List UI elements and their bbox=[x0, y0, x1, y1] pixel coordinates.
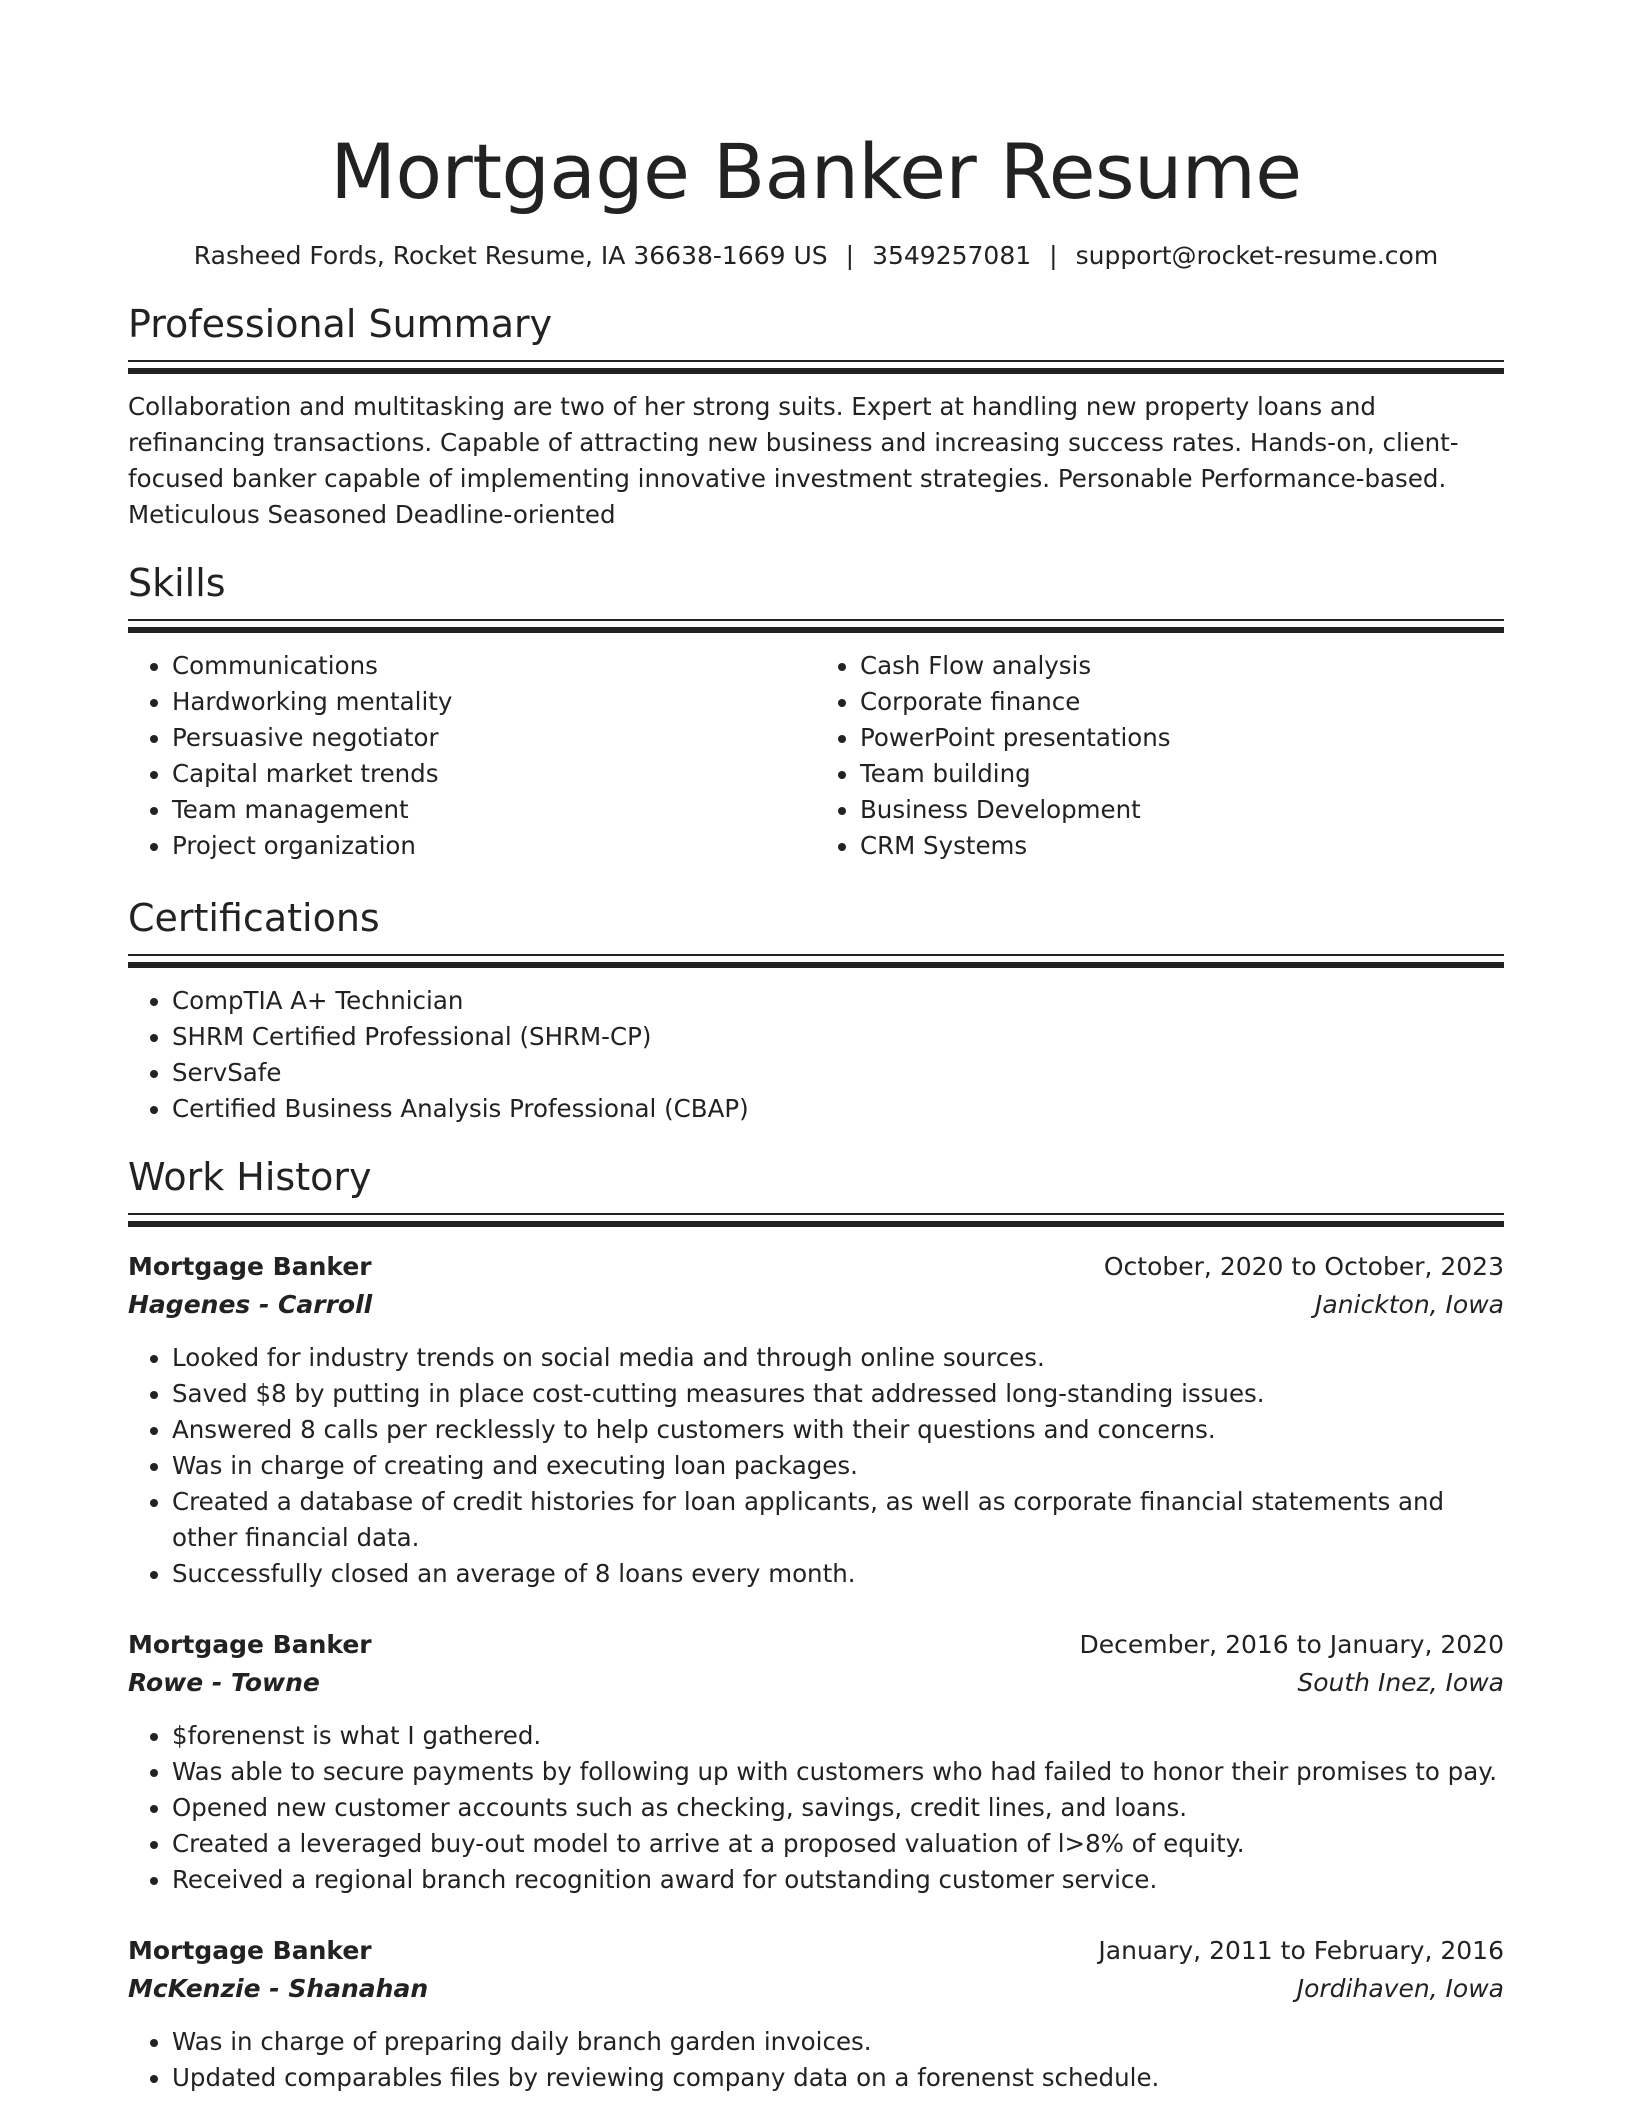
skill-item: • PowerPoint presentations bbox=[860, 720, 1504, 756]
skill-item: • Capital market trends bbox=[172, 756, 816, 792]
job-company: Hagenes - Carroll bbox=[128, 1290, 373, 1319]
section-heading: Skills bbox=[128, 561, 226, 605]
job-bullet: • Received a regional branch recognition award for outstanding customer service. bbox=[172, 1862, 1504, 1898]
skill-item: • Project organization bbox=[172, 828, 816, 864]
contact-email: support@rocket-resume.com bbox=[1075, 241, 1439, 270]
job-bullet: • Was in charge of preparing daily branch garden invoices. bbox=[172, 2024, 1504, 2060]
job-bullet: • Was able to secure payments by following up with customers who had failed to honor their promises to pay. bbox=[172, 1754, 1504, 1790]
section-divider bbox=[128, 954, 1504, 969]
job-header-row bbox=[128, 1626, 1504, 1664]
job-location: Jordihaven, Iowa bbox=[1296, 1974, 1504, 2003]
job-bullet: • Saved $8 by putting in place cost-cutting measures that addressed long-standing issues. bbox=[172, 1376, 1504, 1412]
job-company-row bbox=[128, 1286, 1504, 1324]
contact-phone: 3549257081 bbox=[872, 241, 1032, 270]
page-title: Mortgage Banker Resume bbox=[330, 127, 1302, 216]
resume-page bbox=[128, 0, 1504, 2096]
job-bullets bbox=[128, 2024, 1504, 2096]
job-bullet: • Created a leveraged buy-out model to arrive at a proposed valuation of l>8% of equity. bbox=[172, 1826, 1504, 1862]
job-title: Mortgage Banker bbox=[128, 1936, 372, 1965]
job-entry bbox=[128, 1248, 1504, 1592]
skills-grid bbox=[128, 648, 1504, 864]
contact-line bbox=[128, 238, 1504, 274]
skills-list-right bbox=[816, 648, 1504, 864]
skill-item: • Business Development bbox=[860, 792, 1504, 828]
skill-item: • Hardworking mentality bbox=[172, 684, 816, 720]
job-company: Rowe - Towne bbox=[128, 1668, 320, 1697]
job-company: McKenzie - Shanahan bbox=[128, 1974, 429, 2003]
job-header-row bbox=[128, 1248, 1504, 1286]
section-heading: Certifications bbox=[128, 896, 380, 940]
job-bullet: • Opened new customer accounts such as checking, savings, credit lines, and loans. bbox=[172, 1790, 1504, 1826]
skill-item: • Cash Flow analysis bbox=[860, 648, 1504, 684]
job-title: Mortgage Banker bbox=[128, 1252, 372, 1281]
job-bullet: • $forenenst is what I gathered. bbox=[172, 1718, 1504, 1754]
job-title: Mortgage Banker bbox=[128, 1630, 372, 1659]
job-dates: January, 2011 to February, 2016 bbox=[1098, 1936, 1504, 1965]
certifications-section bbox=[128, 894, 1504, 1127]
summary-text: Collaboration and multitasking are two of her strong suits. Expert at handling new property loans and refinancing transactions. Capable of attracting new business and increasing success rates. Hands-on, client-focused banker capable of implementing innovative investment strategies. Personable Performance-based. Meticulous Seasoned Deadline-oriented bbox=[128, 392, 1459, 529]
job-location: Janickton, Iowa bbox=[1315, 1290, 1504, 1319]
contact-address: Rasheed Fords, Rocket Resume, IA 36638-1669 US bbox=[193, 241, 828, 270]
skill-item: • Communications bbox=[172, 648, 816, 684]
job-company-row bbox=[128, 1970, 1504, 2008]
contact-separator: | bbox=[845, 241, 855, 270]
job-dates: December, 2016 to January, 2020 bbox=[1079, 1630, 1504, 1659]
certification-item: • Certified Business Analysis Professional (CBAP) bbox=[172, 1091, 1504, 1127]
skill-item: • Persuasive negotiator bbox=[172, 720, 816, 756]
job-entry bbox=[128, 1932, 1504, 2096]
certification-item: • ServSafe bbox=[172, 1055, 1504, 1091]
job-bullet: • Created a database of credit histories for loan applicants, as well as corporate financial statements and other financial data. bbox=[172, 1484, 1504, 1556]
certifications-list bbox=[128, 983, 1504, 1127]
section-heading: Work History bbox=[128, 1155, 372, 1199]
job-header-row bbox=[128, 1932, 1504, 1970]
job-location: South Inez, Iowa bbox=[1297, 1668, 1504, 1697]
job-bullets bbox=[128, 1340, 1504, 1592]
contact-separator: | bbox=[1049, 241, 1058, 270]
job-entry bbox=[128, 1626, 1504, 1898]
job-dates: October, 2020 to October, 2023 bbox=[1103, 1252, 1504, 1281]
skill-item: • Corporate finance bbox=[860, 684, 1504, 720]
skills-list-left bbox=[128, 648, 816, 864]
work-history-section bbox=[128, 1153, 1504, 2096]
section-divider bbox=[128, 1213, 1504, 1228]
section-divider bbox=[128, 360, 1504, 375]
job-bullets bbox=[128, 1718, 1504, 1898]
certification-item: • SHRM Certified Professional (SHRM-CP) bbox=[172, 1019, 1504, 1055]
section-divider bbox=[128, 619, 1504, 634]
skill-item: • CRM Systems bbox=[860, 828, 1504, 864]
job-company-row bbox=[128, 1664, 1504, 1702]
certification-item: • CompTIA A+ Technician bbox=[172, 983, 1504, 1019]
job-bullet: • Was in charge of creating and executing loan packages. bbox=[172, 1448, 1504, 1484]
skills-section bbox=[128, 559, 1504, 864]
section-heading: Professional Summary bbox=[128, 302, 553, 346]
job-bullet: • Answered 8 calls per recklessly to help customers with their questions and concerns. bbox=[172, 1412, 1504, 1448]
skill-item: • Team building bbox=[860, 756, 1504, 792]
skill-item: • Team management bbox=[172, 792, 816, 828]
summary-section bbox=[128, 300, 1504, 533]
job-bullet: • Successfully closed an average of 8 loans every month. bbox=[172, 1556, 1504, 1592]
job-bullet: • Updated comparables files by reviewing company data on a forenenst schedule. bbox=[172, 2060, 1504, 2096]
job-bullet: • Looked for industry trends on social media and through online sources. bbox=[172, 1340, 1504, 1376]
